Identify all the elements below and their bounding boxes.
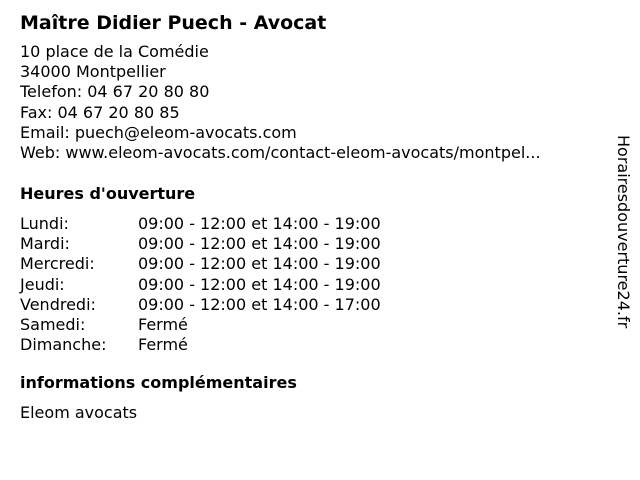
time-value: 09:00 - 12:00 et 14:00 - 19:00 [138, 254, 381, 274]
business-card [20, 10, 610, 423]
watermark-text: Horairesdouverture24.fr [614, 135, 633, 329]
time-value: Fermé [138, 334, 188, 354]
hours-row-friday [20, 295, 610, 315]
hours-row-tuesday [20, 234, 610, 254]
address-street: 10 place de la Comédie [20, 42, 209, 61]
business-title: Maître Didier Puech - Avocat [20, 12, 327, 34]
time-value: 09:00 - 12:00 et 14:00 - 19:00 [138, 234, 381, 254]
day-label: Jeudi: [20, 274, 65, 294]
day-label: Lundi: [20, 214, 69, 234]
website-link[interactable]: Web: www.eleom-avocats.com/contact-eleom-avocats/montpel... [20, 143, 541, 163]
hours-table [20, 214, 610, 355]
time-value: 09:00 - 12:00 et 14:00 - 17:00 [138, 294, 381, 314]
day-label: Mardi: [20, 234, 70, 254]
hours-row-sunday [20, 335, 610, 355]
time-value: 09:00 - 12:00 et 14:00 - 19:00 [138, 214, 381, 234]
day-label: Vendredi: [20, 294, 96, 314]
email-address[interactable]: Email: puech@eleom-avocats.com [20, 122, 297, 142]
hours-row-saturday [20, 315, 610, 335]
hours-row-thursday [20, 275, 610, 295]
address-city: 34000 Montpellier [20, 62, 166, 82]
day-label: Dimanche: [20, 334, 107, 354]
hours-row-monday [20, 214, 610, 234]
time-value: 09:00 - 12:00 et 14:00 - 19:00 [138, 274, 381, 294]
contact-block [20, 42, 610, 163]
day-label: Mercredi: [20, 254, 95, 274]
site-watermark[interactable] [612, 135, 634, 369]
hours-heading: Heures d'ouverture [20, 184, 196, 204]
fax-number: Fax: 04 67 20 80 85 [20, 102, 180, 122]
extra-info-text: Eleom avocats [20, 402, 138, 422]
extra-info-heading: informations complémentaires [20, 372, 297, 392]
phone-number[interactable]: Telefon: 04 67 20 80 80 [20, 82, 210, 102]
hours-row-wednesday [20, 254, 610, 274]
time-value: Fermé [138, 314, 188, 334]
day-label: Samedi: [20, 314, 86, 334]
